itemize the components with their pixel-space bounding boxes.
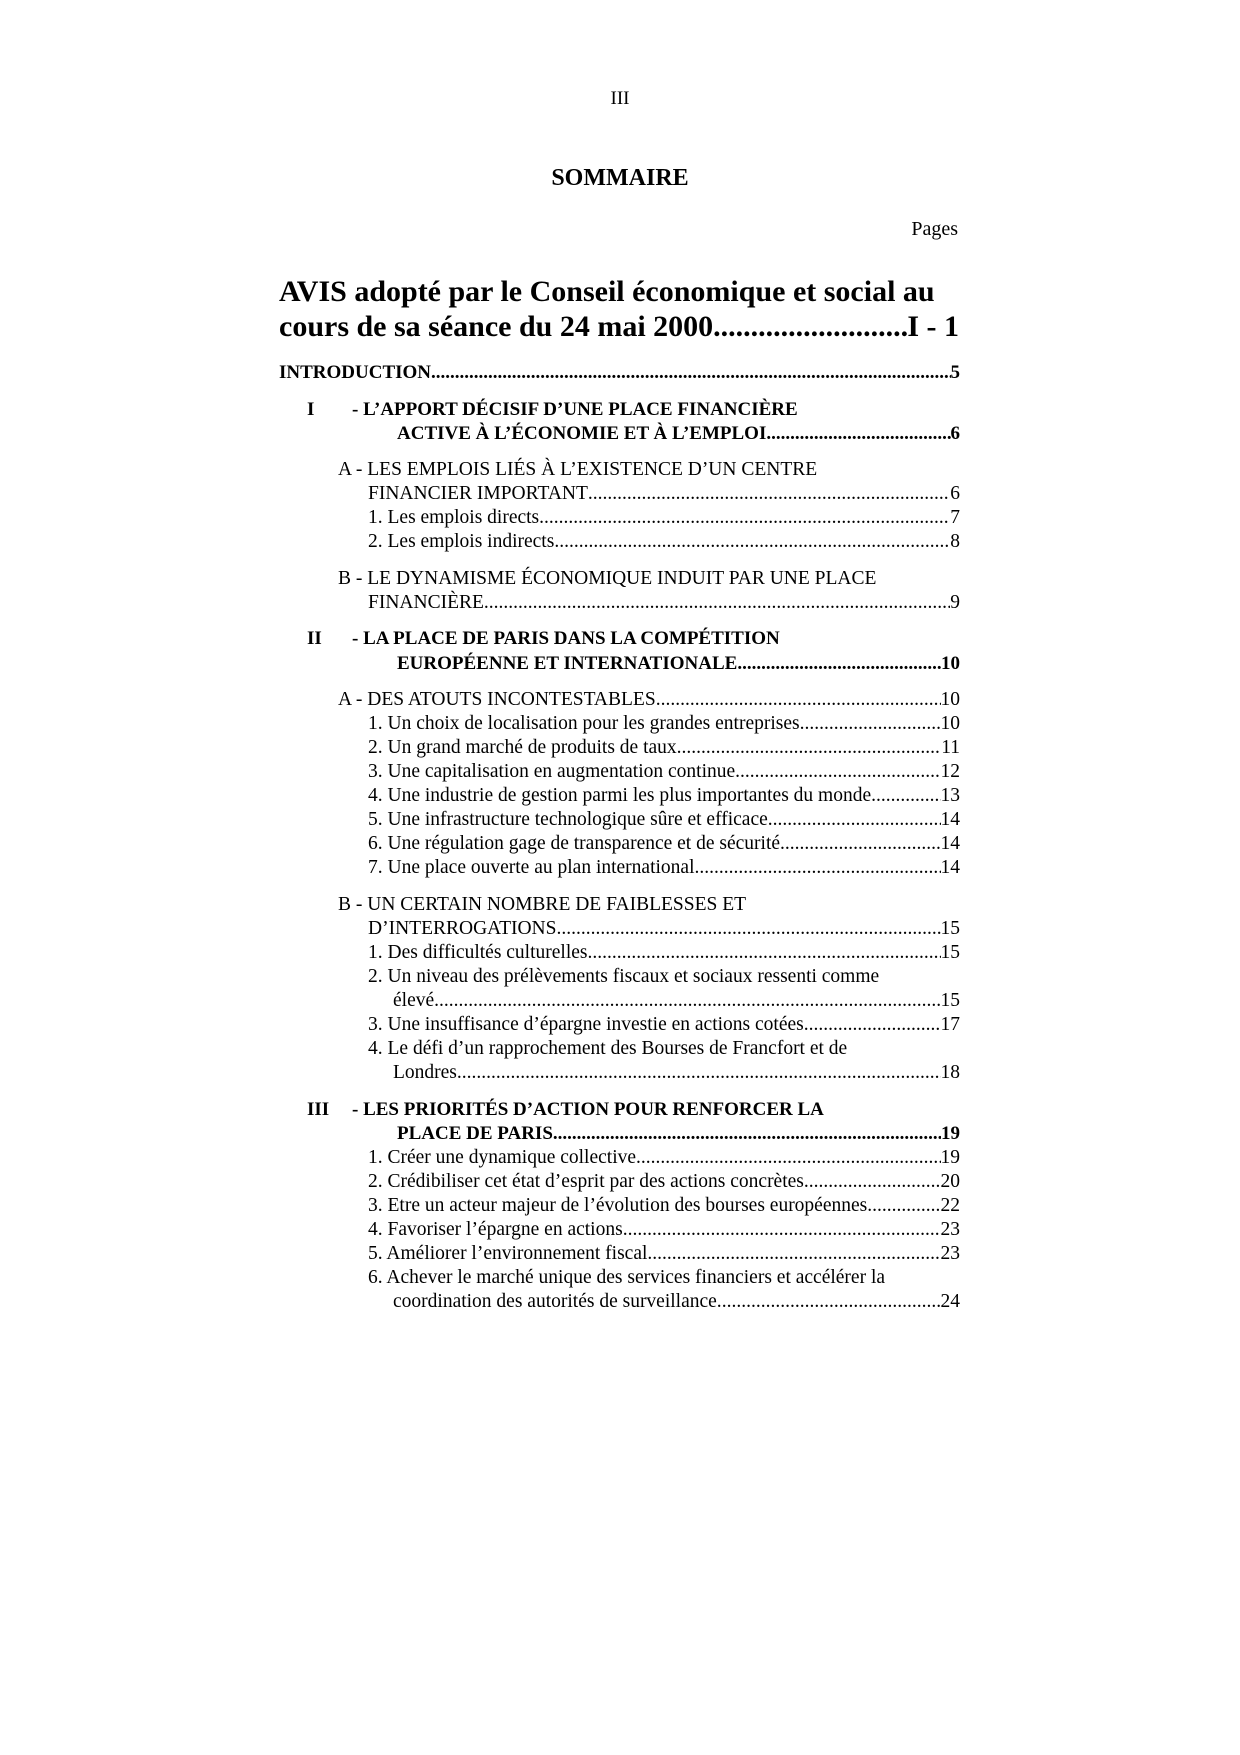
- toc-entry-part2-A-2: [368, 736, 960, 760]
- toc-page-ref: 17: [940, 1014, 960, 1035]
- dot-leader: [722, 1290, 941, 1314]
- toc-entry-part3-6: [393, 1290, 960, 1314]
- dot-leader: [484, 591, 950, 615]
- dot-leader: [737, 652, 941, 676]
- page-number: III: [610, 88, 630, 109]
- toc-entry-part2-A-3: [368, 760, 960, 784]
- toc-entry-introduction: [279, 361, 960, 385]
- toc-label: 3. Etre un acteur majeur de l’évolution des bourses européennes: [368, 1195, 868, 1216]
- dot-leader: [740, 760, 940, 784]
- toc-entry-part2-B-4: [393, 1061, 960, 1085]
- toc-page-ref: 10: [941, 653, 960, 674]
- dot-leader: [539, 506, 950, 530]
- dot-leader: [457, 1061, 941, 1085]
- toc-entry-part2-B-1: [368, 941, 960, 965]
- dot-leader: [804, 1013, 941, 1037]
- toc-page-ref: 6: [950, 483, 960, 504]
- part3-heading-line1: - LES PRIORITÉS D’ACTION POUR RENFORCER LA: [352, 1099, 824, 1120]
- toc-label: 3. Une capitalisation en augmentation continue.: [368, 761, 741, 782]
- dot-leader: [780, 832, 940, 856]
- toc-label: D’INTERROGATIONS: [368, 918, 557, 939]
- toc-label: PLACE DE PARIS: [397, 1123, 553, 1144]
- toc-entry-part2-A-1: [368, 712, 960, 736]
- toc-label: INTRODUCTION: [279, 362, 432, 383]
- toc-entry-part2-B-3: [368, 1013, 960, 1037]
- toc-entry-part1: [397, 422, 960, 446]
- toc-page-ref: 13: [940, 785, 960, 806]
- dot-leader: [871, 784, 940, 808]
- toc-page-ref: 5: [950, 362, 960, 383]
- toc-entry-part3: [397, 1122, 960, 1146]
- toc-entry-part1-A-1: [368, 506, 960, 530]
- toc-label: 4. Favoriser l’épargne en actions: [368, 1219, 623, 1240]
- part1-A-heading-line1: A - LES EMPLOIS LIÉS À L’EXISTENCE D’UN CENTRE: [338, 459, 818, 480]
- toc-entry-part3-5: [368, 1242, 960, 1266]
- pages-column-label: Pages: [911, 218, 958, 240]
- avis-title-line2: cours de sa séance du 24 mai 2000: [279, 310, 714, 343]
- toc-page-ref: 14: [940, 809, 960, 830]
- toc-page-ref: 11: [941, 737, 960, 758]
- toc-label: 7. Une place ouverte au plan international: [368, 857, 695, 878]
- dot-leader: [804, 1170, 941, 1194]
- dot-leader: [800, 712, 941, 736]
- toc-page-ref: 19: [941, 1123, 960, 1144]
- toc-page-ref: 9: [950, 592, 960, 613]
- toc-page-ref: 10: [940, 689, 960, 710]
- toc-label: 1. Un choix de localisation pour les grandes entreprises: [368, 713, 800, 734]
- toc-page-ref: 14: [940, 833, 960, 854]
- toc-page-ref: 24: [940, 1291, 960, 1312]
- toc-label: 1. Des difficultés culturelles: [368, 942, 588, 963]
- toc-label: élevé: [393, 990, 435, 1011]
- toc-entry-part2-A: [338, 688, 960, 712]
- toc-label: 2. Un grand marché de produits de taux: [368, 737, 677, 758]
- toc-label: 3. Une insuffisance d’épargne investie en actions cotées: [368, 1014, 804, 1035]
- toc-label: 4. Une industrie de gestion parmi les plus importantes du monde: [368, 785, 872, 806]
- toc-label: 2. Crédibiliser cet état d’esprit par des actions concrètes: [368, 1171, 804, 1192]
- part1-heading-line1: - L’APPORT DÉCISIF D’UNE PLACE FINANCIÈRE: [352, 399, 798, 420]
- dot-leader: [768, 808, 941, 832]
- dot-leader: [636, 1146, 940, 1170]
- toc-page-ref: 10: [940, 713, 960, 734]
- dot-leader: [434, 989, 940, 1013]
- part-numeral-1: I: [307, 399, 315, 420]
- dot-leader: [554, 530, 950, 554]
- page-title: SOMMAIRE: [551, 165, 689, 191]
- toc-page-ref: 20: [940, 1171, 960, 1192]
- toc-label: EUROPÉENNE ET INTERNATIONALE: [397, 653, 738, 674]
- toc-page-ref: 19: [940, 1147, 960, 1168]
- toc-page-ref: 23: [940, 1219, 960, 1240]
- toc-label: ACTIVE À L’ÉCONOMIE ET À L’EMPLOI: [397, 423, 767, 444]
- dot-leader: [647, 1242, 940, 1266]
- toc-label: 2. Les emplois indirects: [368, 531, 555, 552]
- toc-label: FINANCIÈRE: [368, 592, 484, 613]
- toc-label: FINANCIER IMPORTANT: [368, 483, 588, 504]
- part2-heading-line1: - LA PLACE DE PARIS DANS LA COMPÉTITION: [352, 628, 780, 649]
- toc-page-ref: 18: [940, 1062, 960, 1083]
- avis-page-ref: I - 1: [907, 310, 959, 343]
- dot-leader: [713, 307, 907, 347]
- toc-label: Londres: [393, 1062, 457, 1083]
- dot-leader: [557, 917, 941, 941]
- toc-page-ref: 6: [950, 423, 960, 444]
- part-numeral-3: III: [307, 1099, 330, 1120]
- toc-page-ref: 14: [940, 857, 960, 878]
- part2-B-2-line1: 2. Un niveau des prélèvements fiscaux et sociaux ressenti comme: [368, 966, 880, 987]
- toc-page-ref: 15: [940, 918, 960, 939]
- toc-label: 5. Une infrastructure technologique sûre et efficace: [368, 809, 768, 830]
- toc-entry-part2-B-2: [393, 989, 960, 1013]
- toc-entry-part2: [397, 652, 960, 676]
- toc-label: A - DES ATOUTS INCONTESTABLES: [338, 689, 656, 710]
- toc-entry-part2-B: [368, 917, 960, 941]
- toc-entry-part3-4: [368, 1218, 960, 1242]
- dot-leader: [677, 736, 942, 760]
- toc-entry-part2-A-5: [368, 808, 960, 832]
- dot-leader: [588, 482, 950, 506]
- dot-leader: [431, 361, 950, 385]
- avis-title-entry: [279, 307, 959, 347]
- part2-B-heading-line1: B - UN CERTAIN NOMBRE DE FAIBLESSES ET: [338, 894, 747, 915]
- toc-page-ref: 22: [940, 1195, 960, 1216]
- toc-label: 6. Une régulation gage de transparence et de sécurité: [368, 833, 781, 854]
- dot-leader: [656, 688, 941, 712]
- toc-entry-part2-A-6: [368, 832, 960, 856]
- part3-6-line1: 6. Achever le marché unique des services financiers et accélérer la: [368, 1267, 886, 1288]
- avis-title-line1: AVIS adopté par le Conseil économique et social au: [279, 275, 935, 308]
- toc-page-ref: 8: [950, 531, 960, 552]
- toc-entry-part3-3: [368, 1194, 960, 1218]
- dot-leader: [695, 856, 941, 880]
- toc-page-ref: 15: [940, 942, 960, 963]
- toc-page-ref: 7: [950, 507, 960, 528]
- toc-entry-part1-A: [368, 482, 960, 506]
- dot-leader: [623, 1218, 941, 1242]
- toc-entry-part2-A-7: [368, 856, 960, 880]
- toc-page-ref: 12: [940, 761, 960, 782]
- toc-label: coordination des autorités de surveillance.: [393, 1291, 722, 1312]
- toc-label: 1. Les emplois directs: [368, 507, 540, 528]
- dot-leader: [867, 1194, 940, 1218]
- toc-entry-part3-1: [368, 1146, 960, 1170]
- toc-label: 5. Améliorer l’environnement fiscal: [368, 1243, 648, 1264]
- toc-label: 1. Créer une dynamique collective: [368, 1147, 637, 1168]
- toc-entry-part1-B: [368, 591, 960, 615]
- part-numeral-2: II: [307, 628, 322, 649]
- dot-leader: [766, 422, 950, 446]
- toc-page-ref: 23: [940, 1243, 960, 1264]
- part2-B-4-line1: 4. Le défi d’un rapprochement des Bourses de Francfort et de: [368, 1038, 848, 1059]
- toc-entry-part2-A-4: [368, 784, 960, 808]
- part1-B-heading-line1: B - LE DYNAMISME ÉCONOMIQUE INDUIT PAR UNE PLACE: [338, 568, 877, 589]
- dot-leader: [588, 941, 941, 965]
- toc-entry-part3-2: [368, 1170, 960, 1194]
- toc-entry-part1-A-2: [368, 530, 960, 554]
- toc-page-ref: 15: [940, 990, 960, 1011]
- dot-leader: [553, 1122, 941, 1146]
